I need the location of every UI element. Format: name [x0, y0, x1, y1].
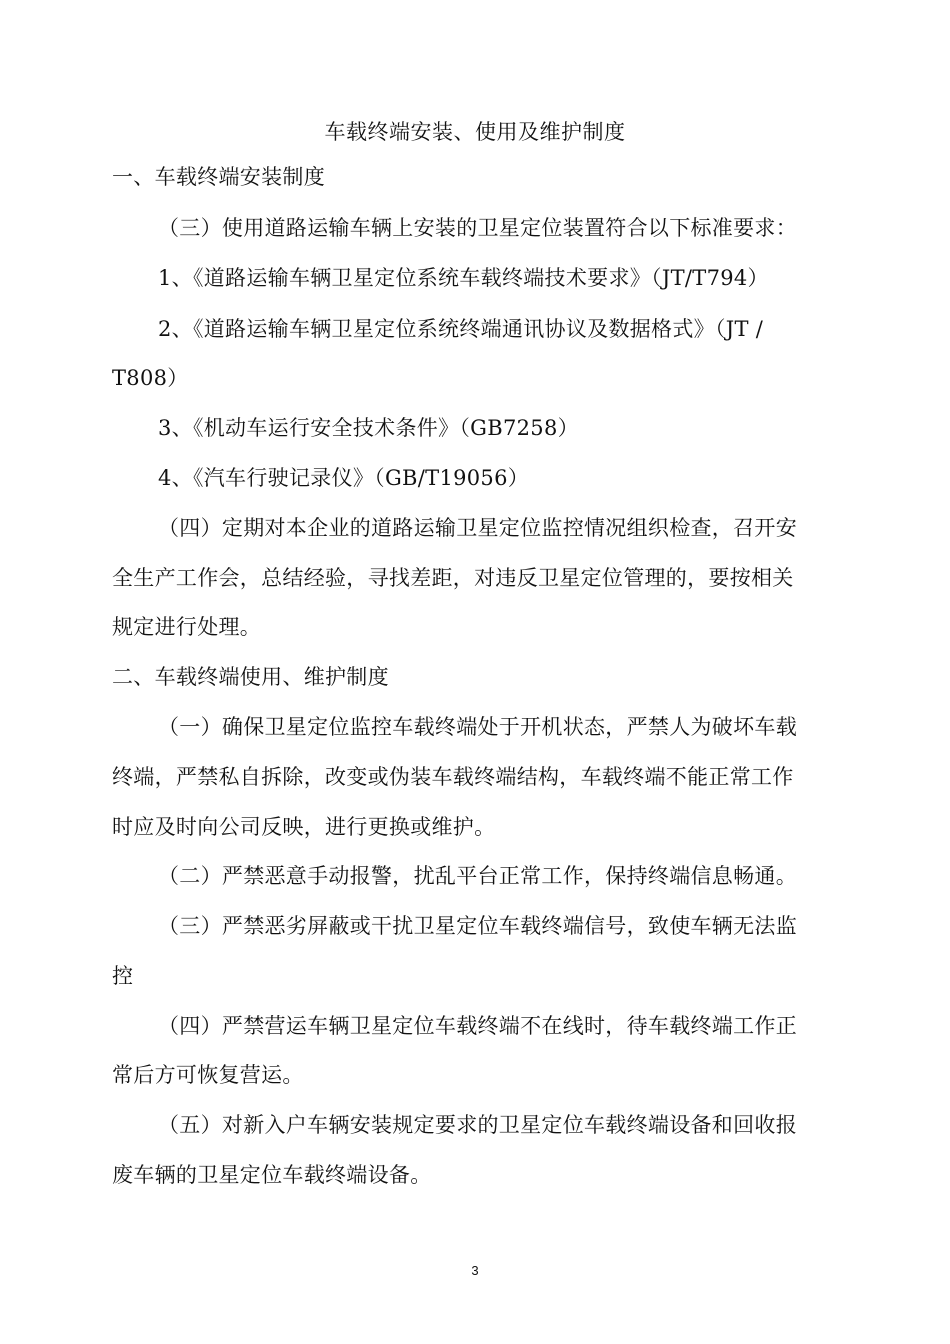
clause-5-line-2: 废车辆的卫星定位车载终端设备。 [112, 1163, 432, 1187]
clause-4-line-2: 常后方可恢复营运。 [112, 1063, 304, 1087]
standard-item-3: 3、《机动车运行安全技术条件》（GB7258） [158, 416, 579, 440]
standard-item-1: 1、《道路运输车辆卫星定位系统车载终端技术要求》（JT/T794） [158, 266, 769, 290]
clause-1-line-1: （一）确保卫星定位监控车载终端处于开机状态，严禁人为破坏车载 [158, 715, 797, 739]
document-title: 车载终端安装、使用及维护制度 [324, 120, 626, 144]
clause-3-line-1: （三）严禁恶劣屏蔽或干扰卫星定位车载终端信号，致使车辆无法监 [158, 914, 797, 938]
clause-3-intro: （三）使用道路运输车辆上安装的卫星定位装置符合以下标准要求： [158, 216, 797, 240]
clause-1-line-3: 时应及时向公司反映，进行更换或维护。 [112, 815, 496, 839]
page-number: 3 [471, 1263, 479, 1278]
clause-4-paragraph-line-3: 规定进行处理。 [112, 615, 262, 639]
standard-item-2: 2、《道路运输车辆卫星定位系统终端通讯协议及数据格式》（JT / [158, 317, 764, 341]
clause-1-line-2: 终端，严禁私自拆除，改变或伪装车载终端结构，车载终端不能正常工作 [112, 765, 794, 789]
clause-3-line-2: 控 [112, 964, 134, 988]
section-2-heading: 二、车载终端使用、维护制度 [112, 665, 389, 689]
standard-item-2-continued: T808） [112, 366, 189, 390]
clause-5-line-1: （五）对新入户车辆安装规定要求的卫星定位车载终端设备和回收报 [158, 1113, 797, 1137]
clause-2-line-1: （二）严禁恶意手动报警，扰乱平台正常工作，保持终端信息畅通。 [158, 864, 797, 888]
clause-4-paragraph-line-2: 全生产工作会，总结经验，寻找差距，对违反卫星定位管理的，要按相关 [112, 566, 794, 590]
clause-4-line-1: （四）严禁营运车辆卫星定位车载终端不在线时，待车载终端工作正 [158, 1014, 797, 1038]
standard-item-4: 4、《汽车行驶记录仪》（GB/T19056） [158, 466, 530, 490]
section-1-heading: 一、车载终端安装制度 [112, 165, 325, 189]
clause-4-paragraph-line-1: （四）定期对本企业的道路运输卫星定位监控情况组织检查，召开安 [158, 516, 797, 540]
